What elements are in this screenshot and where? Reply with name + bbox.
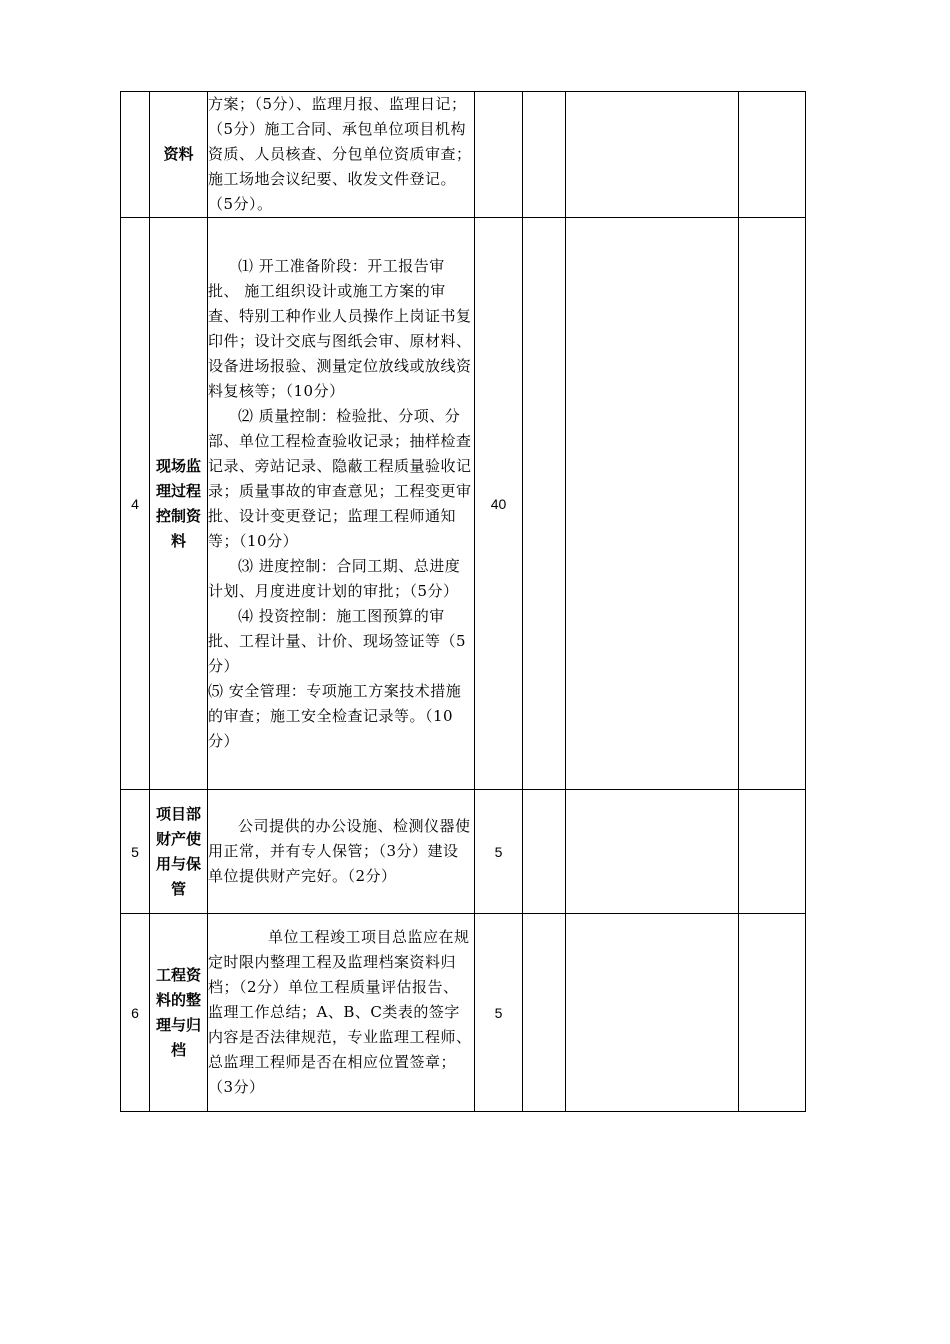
empty-cell bbox=[739, 218, 806, 790]
content-paragraph: ⑸ 安全管理：专项施工方案技术措施的审查；施工安全检查记录等。（10分） bbox=[208, 681, 462, 750]
content-paragraph: 方案；（5分）、监理月报、监理日记；（5分）施工合同、承包单位项目机构资质、人员核查、分包单位资质审查；施工场地会议纪要、收发文件登记。（5分）。 bbox=[208, 95, 472, 213]
empty-cell bbox=[523, 92, 566, 218]
empty-cell bbox=[523, 790, 566, 914]
item-title: 项目部财产使用与保管 bbox=[150, 790, 208, 914]
row-number: 4 bbox=[121, 218, 150, 790]
table-row bbox=[121, 914, 806, 1112]
empty-cell bbox=[523, 914, 566, 1112]
table-row bbox=[121, 790, 806, 914]
item-title: 工程资料的整理与归档 bbox=[150, 914, 208, 1112]
row-number: 6 bbox=[121, 914, 150, 1112]
row-number bbox=[121, 92, 150, 218]
item-content bbox=[208, 914, 475, 1112]
item-score: 40 bbox=[475, 218, 523, 790]
empty-cell bbox=[739, 914, 806, 1112]
content-paragraph: ⑷ 投资控制：施工图预算的审批、工程计量、计价、现场签证等（5分） bbox=[208, 606, 467, 675]
item-score bbox=[475, 92, 523, 218]
item-score: 5 bbox=[475, 790, 523, 914]
content-paragraph: ⑵ 质量控制：检验批、分项、分部、单位工程检查验收记录；抽样检查记录、旁站记录、隐蔽工程质量验收记录；质量事故的审查意见；工程变更审批、设计变更登记；监理工程师通知等；（10分） bbox=[208, 406, 472, 550]
item-content bbox=[208, 218, 475, 790]
content-paragraph: 公司提供的办公设施、检测仪器使用正常，并有专人保管；（3分）建设单位提供财产完好。（2分） bbox=[208, 817, 471, 885]
empty-cell bbox=[739, 790, 806, 914]
empty-cell bbox=[566, 790, 739, 914]
empty-cell bbox=[739, 92, 806, 218]
empty-cell bbox=[566, 914, 739, 1112]
empty-cell bbox=[523, 218, 566, 790]
content-paragraph: ⑶ 进度控制：合同工期、总进度计划、月度进度计划的审批；（5分） bbox=[208, 556, 461, 600]
empty-cell bbox=[566, 92, 739, 218]
item-title: 资料 bbox=[150, 92, 208, 218]
content-paragraph: 单位工程竣工项目总监应在规定时限内整理工程及监理档案资料归档；（2分）单位工程质量评估报告、监理工作总结；A、B、C类表的签字内容是否法律规范，专业监理工程师、总监理工程师是否在相应位置签章；（3分） bbox=[208, 928, 472, 1096]
item-title: 现场监理过程控制资料 bbox=[150, 218, 208, 790]
content-paragraph: ⑴ 开工准备阶段：开工报告审批、 施工组织设计或施工方案的审查、特别工种作业人员操作上岗证书复印件；设计交底与图纸会审、原材料、设备进场报验、测量定位放线或放线资料复核等；（10分） bbox=[208, 256, 472, 400]
table-row bbox=[121, 92, 806, 218]
evaluation-table bbox=[120, 91, 806, 1112]
item-content bbox=[208, 790, 475, 914]
item-score: 5 bbox=[475, 914, 523, 1112]
item-content bbox=[208, 92, 475, 218]
row-number: 5 bbox=[121, 790, 150, 914]
empty-cell bbox=[566, 218, 739, 790]
table-row bbox=[121, 218, 806, 790]
